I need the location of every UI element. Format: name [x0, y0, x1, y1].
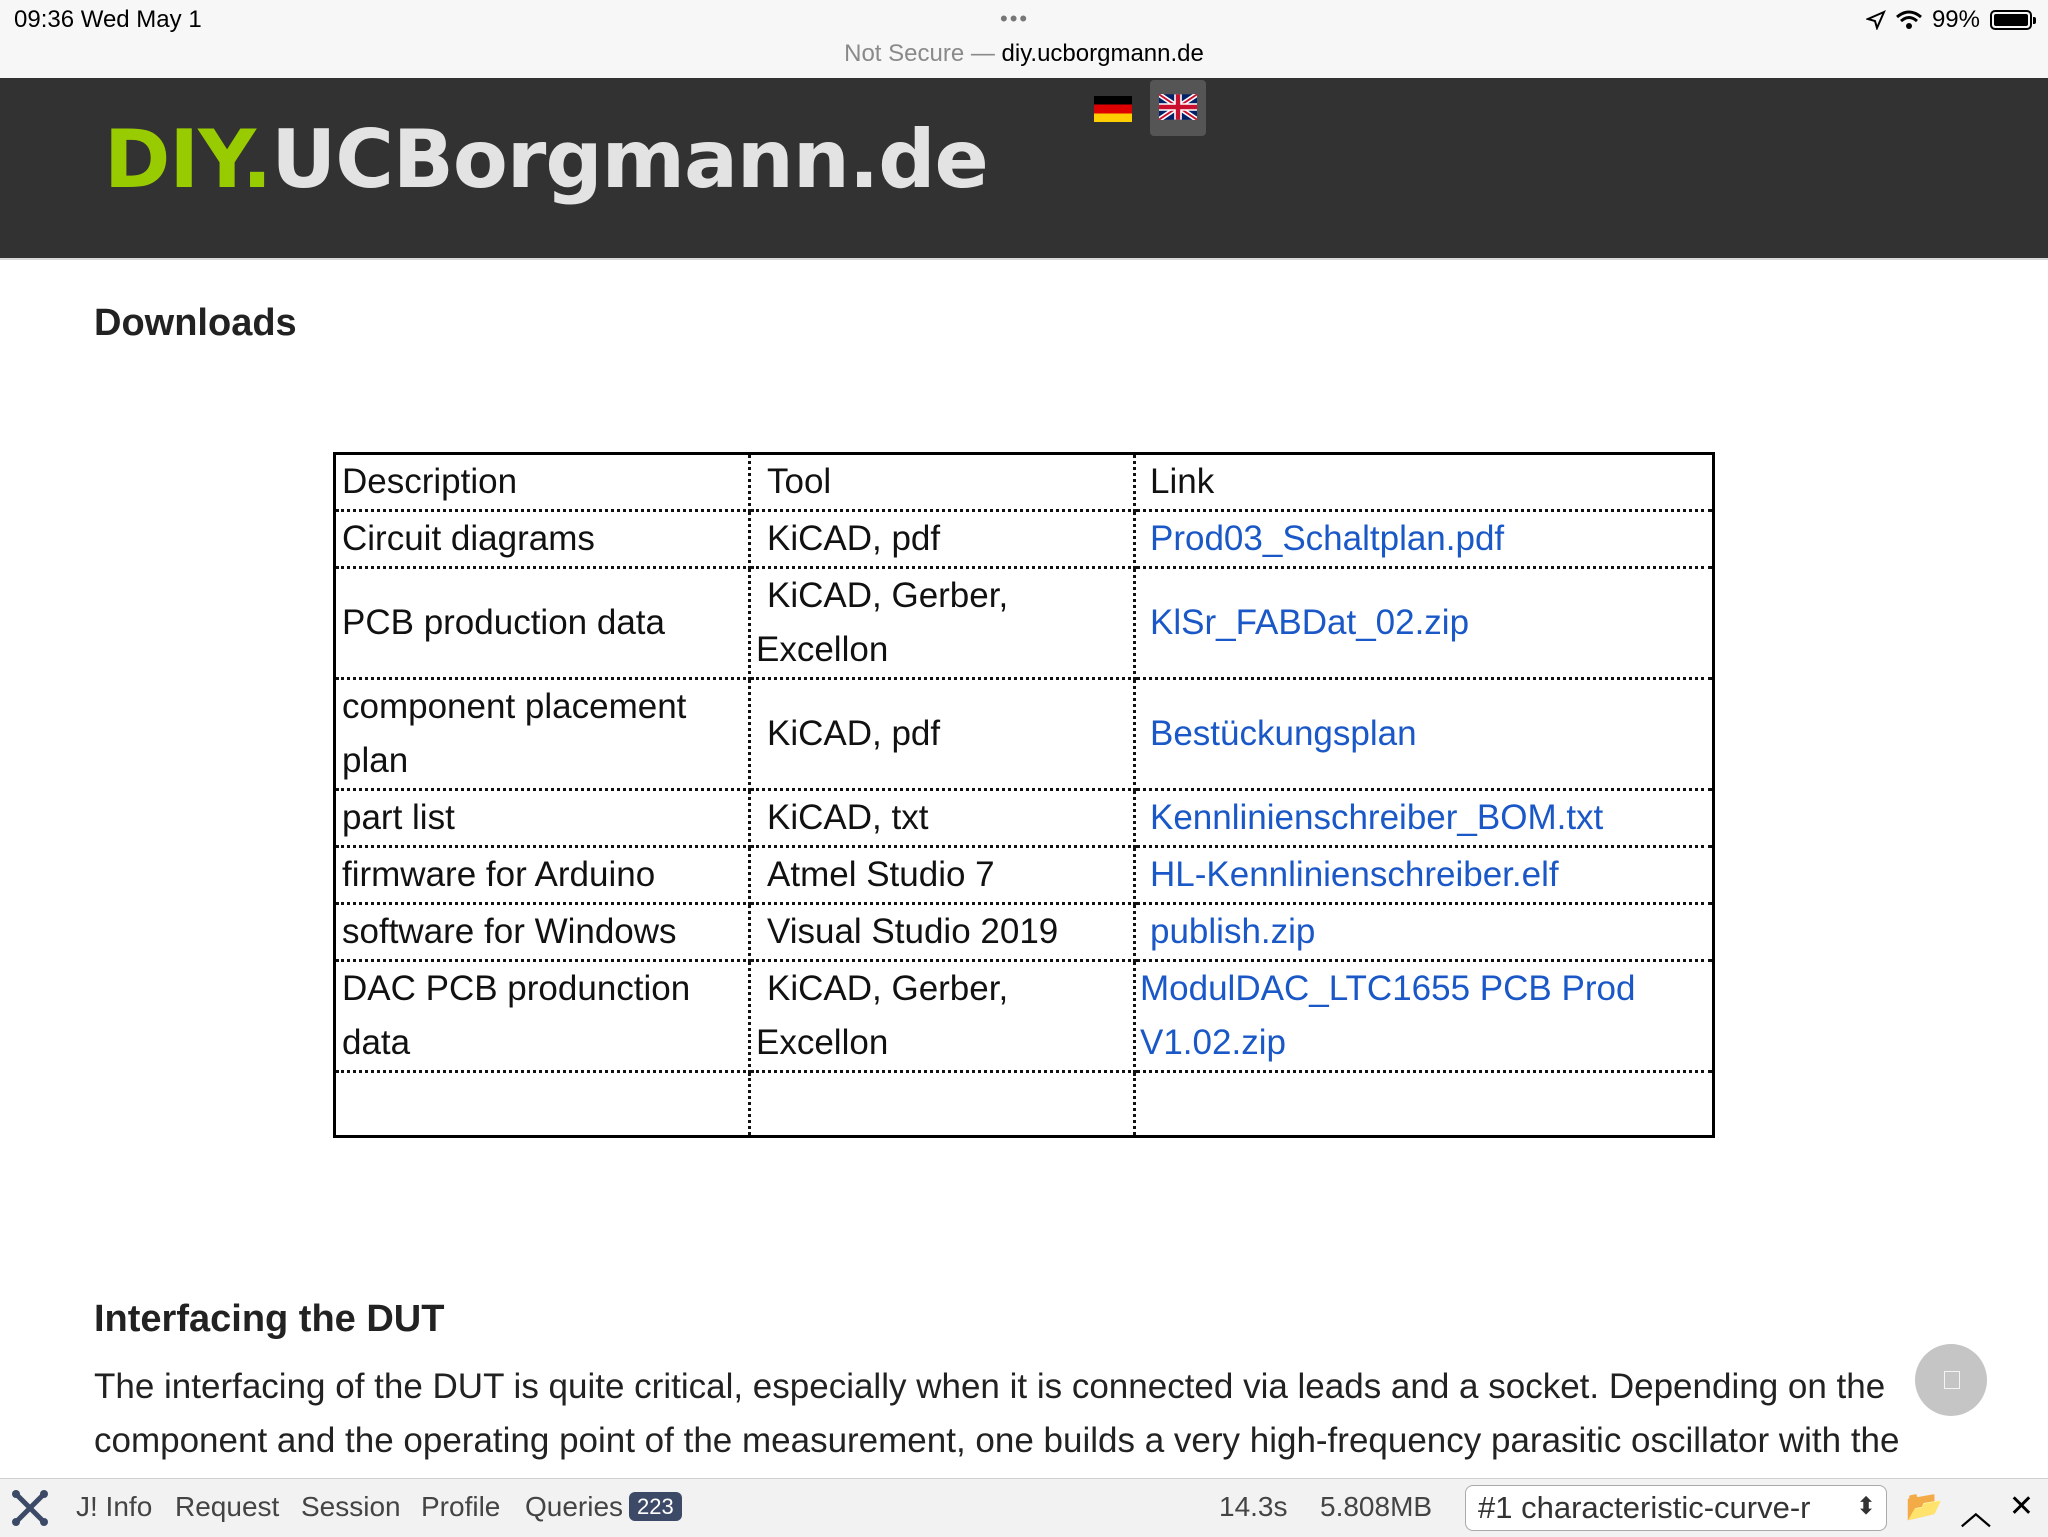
download-link[interactable]: Bestückungsplan	[1150, 714, 1417, 753]
debug-tab-info[interactable]: J! Info	[76, 1491, 153, 1522]
logo-part-domain: UCBorgmann.de	[271, 113, 988, 206]
debug-bar	[0, 1478, 2048, 1537]
cell-link	[1135, 961, 1714, 1072]
site-header	[0, 78, 2048, 260]
tool-line: Excellon	[756, 1023, 889, 1062]
request-select[interactable]	[1465, 1485, 1887, 1531]
download-link[interactable]: Prod03_Schaltplan.pdf	[1150, 519, 1505, 558]
table-row	[335, 847, 1714, 904]
cell-tool: Atmel Studio 7	[750, 847, 1135, 904]
german-flag-icon[interactable]	[1094, 96, 1132, 122]
cell-description: DAC PCB produnction data	[335, 961, 750, 1072]
header-link: Link	[1135, 454, 1714, 511]
logo-part-diy: DIY.	[104, 113, 272, 206]
cell-description: part list	[335, 790, 750, 847]
status-time: 09:36 Wed May 1	[14, 6, 202, 33]
joomla-logo-icon[interactable]	[10, 1488, 50, 1528]
address-bar[interactable]	[0, 40, 2048, 68]
table-header-row	[335, 454, 1714, 511]
table-row	[335, 904, 1714, 961]
debug-tab-session[interactable]: Session	[301, 1491, 401, 1522]
debug-tab-request[interactable]: Request	[175, 1491, 280, 1522]
debug-actions	[1906, 1489, 2035, 1533]
cell-empty	[335, 1072, 750, 1137]
site-logo[interactable]	[104, 113, 988, 206]
table-row	[335, 961, 1714, 1072]
wifi-icon	[1896, 10, 1922, 30]
table-row	[335, 568, 1714, 679]
cell-link	[1135, 568, 1714, 679]
select-chevron-icon: ⬍	[1855, 1493, 1876, 1520]
request-select-value: #1 characteristic-curve-r	[1478, 1490, 1811, 1525]
interfacing-heading: Interfacing the DUT	[94, 1298, 445, 1340]
download-link[interactable]: Kennlinienschreiber_BOM.txt	[1150, 798, 1604, 837]
url-text: diy.ucborgmann.de	[1001, 40, 1204, 67]
downloads-table	[333, 452, 1715, 1138]
tool-line: KiCAD, Gerber,	[767, 969, 1009, 1008]
cell-description: PCB production data	[335, 568, 750, 679]
status-icons	[1866, 6, 2032, 34]
cell-description: Circuit diagrams	[335, 511, 750, 568]
battery-icon	[1990, 10, 2032, 30]
cell-tool	[750, 568, 1135, 679]
browser-more-dots[interactable]: •••	[1000, 6, 1030, 31]
tool-line: Excellon	[756, 630, 889, 669]
status-bar	[0, 0, 2048, 78]
cell-description: component placement plan	[335, 679, 750, 790]
downloads-heading: Downloads	[94, 302, 297, 344]
cell-link	[1135, 847, 1714, 904]
table-row-empty	[335, 1072, 1714, 1137]
cell-link	[1135, 904, 1714, 961]
table-row	[335, 511, 1714, 568]
header-description: Description	[335, 454, 750, 511]
cell-description: firmware for Arduino	[335, 847, 750, 904]
cell-empty	[750, 1072, 1135, 1137]
header-tool: Tool	[750, 454, 1135, 511]
tool-line: KiCAD, Gerber,	[767, 576, 1009, 615]
debug-tab-queries[interactable]	[525, 1491, 682, 1523]
table-row	[335, 679, 1714, 790]
cell-link	[1135, 511, 1714, 568]
cell-tool: KiCAD, txt	[750, 790, 1135, 847]
english-language-button[interactable]	[1150, 80, 1206, 136]
scroll-to-top-button[interactable]	[1915, 1344, 1987, 1416]
cell-tool: Visual Studio 2019	[750, 904, 1135, 961]
open-folder-icon[interactable]: 📂	[1905, 1490, 1943, 1523]
interfacing-paragraph: The interfacing of the DUT is quite critical, especially when it is connected via leads and a socket. Depending on the component and the operating point of the measurement, one builds a very high-frequency parasitic oscillator with the	[94, 1367, 1900, 1460]
battery-fill	[1994, 14, 2028, 26]
chevron-up-icon[interactable]: ︿	[1960, 1498, 1991, 1531]
debug-time: 14.3s	[1219, 1491, 1288, 1522]
queries-count-badge: 223	[629, 1492, 682, 1521]
debug-memory: 5.808MB	[1320, 1491, 1433, 1522]
uk-flag-icon	[1159, 94, 1197, 120]
table-row	[335, 790, 1714, 847]
download-link[interactable]: HL-Kennlinienschreiber.elf	[1150, 855, 1559, 894]
battery-percent: 99%	[1931, 6, 1980, 33]
cell-empty	[1135, 1072, 1714, 1137]
close-icon[interactable]: ✕	[2008, 1490, 2034, 1523]
not-secure-label: Not Secure —	[844, 40, 995, 67]
scroll-top-icon	[1944, 1371, 1960, 1389]
download-link[interactable]: publish.zip	[1150, 912, 1316, 951]
cell-link	[1135, 790, 1714, 847]
queries-label: Queries	[525, 1491, 624, 1522]
cell-description: software for Windows	[335, 904, 750, 961]
debug-tab-profile[interactable]: Profile	[421, 1491, 501, 1522]
download-link[interactable]: ModulDAC_LTC1655 PCB Prod V1.02.zip	[1140, 969, 1636, 1062]
download-link[interactable]: KlSr_FABDat_02.zip	[1150, 603, 1470, 642]
cell-tool: KiCAD, pdf	[750, 511, 1135, 568]
location-icon	[1866, 10, 1886, 30]
cell-tool	[750, 961, 1135, 1072]
cell-tool: KiCAD, pdf	[750, 679, 1135, 790]
cell-link	[1135, 679, 1714, 790]
